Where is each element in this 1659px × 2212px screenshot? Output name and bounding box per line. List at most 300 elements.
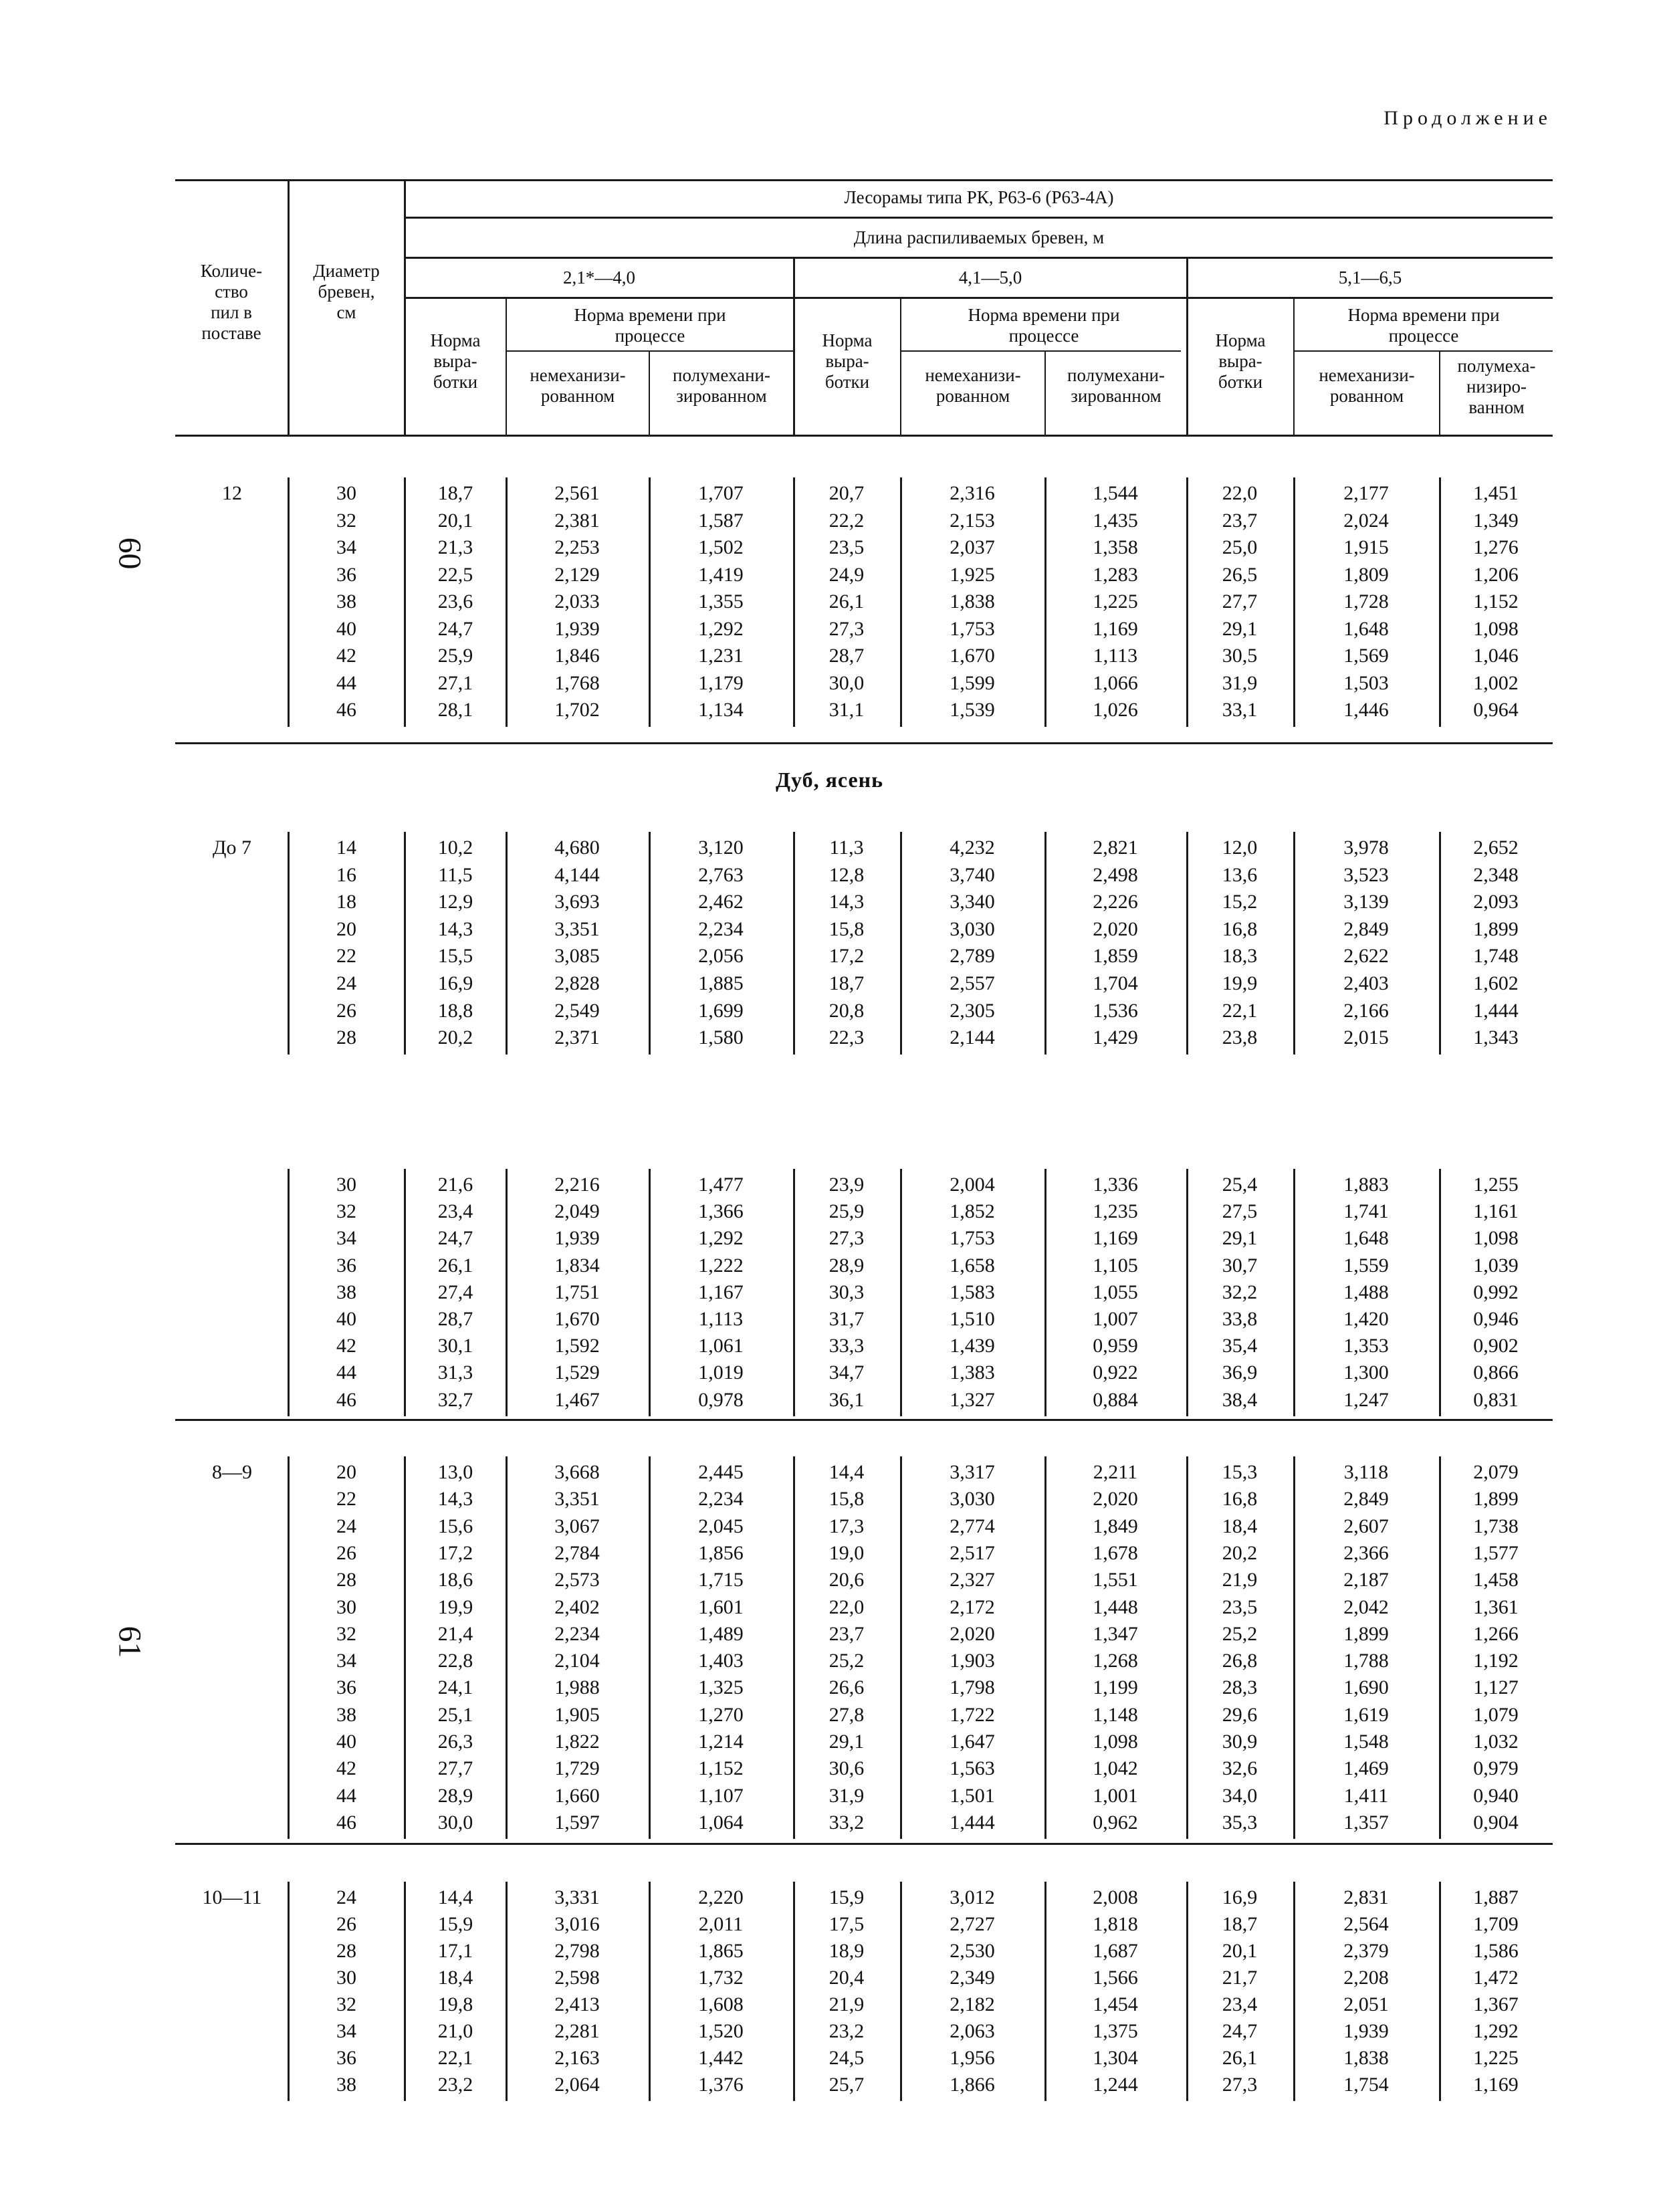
value-cell: 2,371 <box>554 1026 600 1049</box>
value-cell: 2,234 <box>698 917 744 940</box>
value-cell: 2,063 <box>950 2020 995 2042</box>
value-cell: 18,7 <box>828 972 865 994</box>
value-cell: 3,331 <box>554 1886 600 1908</box>
value-cell: 2,182 <box>950 1993 995 2015</box>
value-cell: 1,007 <box>1093 1308 1138 1330</box>
value-cell: 1,866 <box>950 2074 995 2096</box>
value-cell: 2,573 <box>554 1569 600 1591</box>
group-separator <box>175 742 1553 744</box>
value-cell: 2,774 <box>950 1515 995 1537</box>
value-cell: 25,9 <box>437 645 473 667</box>
diameter-cell: 32 <box>336 1200 356 1223</box>
value-cell: 20,4 <box>828 1967 865 1989</box>
diameter-cell: 42 <box>336 1335 356 1357</box>
value-cell: 27,5 <box>1222 1200 1258 1223</box>
diameter-cell: 28 <box>336 1940 356 1962</box>
value-cell: 18,3 <box>1222 945 1258 968</box>
value-cell: 1,715 <box>698 1569 744 1591</box>
value-cell: 3,978 <box>1343 837 1389 859</box>
table-row <box>0 1674 1659 1701</box>
diameter-cell: 32 <box>336 1622 356 1645</box>
value-cell: 1,865 <box>698 1940 744 1962</box>
header-nonmech-1: немеханизи- рованном <box>530 365 626 406</box>
value-cell: 1,732 <box>698 1967 744 1989</box>
value-cell: 32,2 <box>1222 1281 1258 1303</box>
diameter-cell: 38 <box>336 1281 356 1303</box>
value-cell: 30,5 <box>1222 645 1258 667</box>
value-cell: 19,9 <box>1222 972 1258 994</box>
value-cell: 1,001 <box>1093 1784 1138 1807</box>
value-cell: 1,439 <box>950 1335 995 1357</box>
diameter-cell: 30 <box>336 1595 356 1618</box>
diameter-cell: 44 <box>336 1361 356 1384</box>
value-cell: 2,607 <box>1343 1515 1389 1537</box>
value-cell: 36,1 <box>828 1388 865 1411</box>
value-cell: 1,566 <box>1093 1967 1138 1989</box>
value-cell: 1,563 <box>950 1757 995 1780</box>
table-row <box>0 1459 1659 1486</box>
value-cell: 1,152 <box>1473 590 1519 613</box>
diameter-cell: 42 <box>336 645 356 667</box>
page-number-61: 61 <box>112 1626 148 1658</box>
table-row <box>0 998 1659 1024</box>
table-row <box>0 1567 1659 1593</box>
value-cell: 2,020 <box>1093 1488 1138 1511</box>
diameter-cell: 22 <box>336 1488 356 1511</box>
value-cell: 1,905 <box>554 1703 600 1726</box>
value-cell: 1,358 <box>1093 536 1138 558</box>
value-cell: 15,8 <box>828 917 865 940</box>
table-row <box>0 916 1659 943</box>
value-cell: 26,1 <box>828 590 865 613</box>
value-cell: 14,3 <box>828 891 865 913</box>
value-cell: 1,939 <box>1343 2020 1389 2042</box>
value-cell: 0,884 <box>1093 1388 1138 1411</box>
value-cell: 0,922 <box>1093 1361 1138 1384</box>
value-cell: 34,7 <box>828 1361 865 1384</box>
value-cell: 1,448 <box>1093 1595 1138 1618</box>
value-cell: 36,9 <box>1222 1361 1258 1384</box>
value-cell: 1,539 <box>950 699 995 721</box>
value-cell: 2,187 <box>1343 1569 1389 1591</box>
value-cell: 1,169 <box>1093 617 1138 640</box>
value-cell: 28,1 <box>437 699 473 721</box>
table-row <box>0 1648 1659 1674</box>
table-row <box>0 562 1659 588</box>
value-cell: 1,225 <box>1473 2047 1519 2069</box>
value-cell: 2,622 <box>1343 945 1389 968</box>
value-cell: 1,270 <box>698 1703 744 1726</box>
value-cell: 30,7 <box>1222 1254 1258 1277</box>
value-cell: 2,234 <box>698 1488 744 1511</box>
value-cell: 2,281 <box>554 2020 600 2042</box>
value-cell: 2,037 <box>950 536 995 558</box>
value-cell: 1,446 <box>1343 699 1389 721</box>
diameter-cell: 26 <box>336 1541 356 1564</box>
value-cell: 30,6 <box>828 1757 865 1780</box>
value-cell: 22,5 <box>437 563 473 586</box>
value-cell: 1,357 <box>1343 1811 1389 1834</box>
value-cell: 1,660 <box>554 1784 600 1807</box>
value-cell: 0,992 <box>1473 1281 1519 1303</box>
table-row <box>0 889 1659 915</box>
value-cell: 24,5 <box>828 2047 865 2069</box>
value-cell: 1,658 <box>950 1254 995 1277</box>
value-cell: 2,784 <box>554 1541 600 1564</box>
table-row <box>0 1884 1659 1911</box>
header-range-1: 2,1*—4,0 <box>563 267 635 288</box>
value-cell: 18,4 <box>1222 1515 1258 1537</box>
table-row <box>0 1172 1659 1198</box>
value-cell: 1,670 <box>950 645 995 667</box>
table-row <box>0 1621 1659 1648</box>
value-cell: 1,586 <box>1473 1940 1519 1962</box>
value-cell: 12,8 <box>828 863 865 886</box>
value-cell: 25,2 <box>1222 1622 1258 1645</box>
value-cell: 1,127 <box>1473 1676 1519 1699</box>
value-cell: 1,419 <box>698 563 744 586</box>
value-cell: 33,8 <box>1222 1308 1258 1330</box>
diameter-cell: 20 <box>336 1461 356 1483</box>
value-cell: 18,7 <box>1222 1913 1258 1935</box>
header-semimech-1: полумехани- зированном <box>673 365 770 406</box>
value-cell: 24,7 <box>1222 2020 1258 2042</box>
value-cell: 23,5 <box>1222 1595 1258 1618</box>
header-nonmech-2: немеханизи- рованном <box>925 365 1021 406</box>
value-cell: 2,051 <box>1343 1993 1389 2015</box>
value-cell: 2,226 <box>1093 891 1138 913</box>
value-cell: 2,033 <box>554 590 600 613</box>
diameter-cell: 18 <box>336 891 356 913</box>
value-cell: 20,1 <box>437 509 473 532</box>
value-cell: 1,670 <box>554 1308 600 1330</box>
value-cell: 1,349 <box>1473 509 1519 532</box>
value-cell: 1,292 <box>698 617 744 640</box>
value-cell: 4,232 <box>950 837 995 859</box>
value-cell: 1,846 <box>554 645 600 667</box>
value-cell: 1,266 <box>1473 1622 1519 1645</box>
value-cell: 1,019 <box>698 1361 744 1384</box>
value-cell: 1,429 <box>1093 1026 1138 1049</box>
value-cell: 2,402 <box>554 1595 600 1618</box>
table-row <box>0 670 1659 697</box>
value-cell: 2,327 <box>950 1569 995 1591</box>
value-cell: 26,1 <box>437 1254 473 1277</box>
diameter-cell: 34 <box>336 1227 356 1250</box>
table-row <box>0 480 1659 507</box>
value-cell: 1,347 <box>1093 1622 1138 1645</box>
value-cell: 1,751 <box>554 1281 600 1303</box>
value-cell: 2,561 <box>554 482 600 504</box>
value-cell: 21,0 <box>437 2020 473 2042</box>
value-cell: 17,1 <box>437 1940 473 1962</box>
value-cell: 1,300 <box>1343 1361 1389 1384</box>
value-cell: 1,304 <box>1093 2047 1138 2069</box>
value-cell: 1,039 <box>1473 1254 1519 1277</box>
value-cell: 1,055 <box>1093 1281 1138 1303</box>
value-cell: 2,008 <box>1093 1886 1138 1908</box>
value-cell: 0,940 <box>1473 1784 1519 1807</box>
value-cell: 2,348 <box>1473 863 1519 886</box>
header-diameter: Диаметр бревен, см <box>313 261 380 322</box>
value-cell: 1,883 <box>1343 1174 1389 1196</box>
table-row <box>0 862 1659 889</box>
value-cell: 2,727 <box>950 1913 995 1935</box>
value-cell: 15,5 <box>437 945 473 968</box>
value-cell: 35,4 <box>1222 1335 1258 1357</box>
value-cell: 26,6 <box>828 1676 865 1699</box>
value-cell: 0,904 <box>1473 1811 1519 1834</box>
value-cell: 2,789 <box>950 945 995 968</box>
value-cell: 1,559 <box>1343 1254 1389 1277</box>
value-cell: 21,6 <box>437 1174 473 1196</box>
value-cell: 15,2 <box>1222 891 1258 913</box>
value-cell: 1,678 <box>1093 1541 1138 1564</box>
value-cell: 2,208 <box>1343 1967 1389 1989</box>
diameter-cell: 20 <box>336 917 356 940</box>
section-title: Дуб, ясень <box>775 768 884 792</box>
value-cell: 23,7 <box>828 1622 865 1645</box>
diameter-cell: 42 <box>336 1757 356 1780</box>
value-cell: 1,079 <box>1473 1703 1519 1726</box>
table-row <box>0 1198 1659 1225</box>
value-cell: 1,214 <box>698 1731 744 1753</box>
value-cell: 30,0 <box>437 1811 473 1834</box>
diameter-cell: 46 <box>336 1811 356 1834</box>
value-cell: 24,7 <box>437 617 473 640</box>
value-cell: 23,5 <box>828 536 865 558</box>
diameter-cell: 40 <box>336 1308 356 1330</box>
value-cell: 14,3 <box>437 1488 473 1511</box>
value-cell: 3,317 <box>950 1461 995 1483</box>
value-cell: 2,079 <box>1473 1461 1519 1483</box>
value-cell: 2,316 <box>950 482 995 504</box>
value-cell: 1,105 <box>1093 1254 1138 1277</box>
value-cell: 16,9 <box>437 972 473 994</box>
value-cell: 22,8 <box>437 1650 473 1672</box>
value-cell: 27,3 <box>828 617 865 640</box>
value-cell: 13,0 <box>437 1461 473 1483</box>
value-cell: 14,4 <box>828 1461 865 1483</box>
value-cell: 2,462 <box>698 891 744 913</box>
table-row <box>0 1938 1659 1965</box>
value-cell: 26,8 <box>1222 1650 1258 1672</box>
header-norm-output-2: Норма выра- ботки <box>822 330 873 392</box>
value-cell: 14,4 <box>437 1886 473 1908</box>
value-cell: 32,7 <box>437 1388 473 1411</box>
diameter-cell: 26 <box>336 1913 356 1935</box>
diameter-cell: 30 <box>336 1174 356 1196</box>
value-cell: 1,026 <box>1093 699 1138 721</box>
value-cell: 1,134 <box>698 699 744 721</box>
value-cell: 33,3 <box>828 1335 865 1357</box>
value-cell: 1,569 <box>1343 645 1389 667</box>
value-cell: 23,7 <box>1222 509 1258 532</box>
value-cell: 1,544 <box>1093 482 1138 504</box>
value-cell: 30,0 <box>828 671 865 694</box>
value-cell: 25,9 <box>828 1200 865 1223</box>
table-row <box>0 1911 1659 1938</box>
value-cell: 1,488 <box>1343 1281 1389 1303</box>
value-cell: 1,551 <box>1093 1569 1138 1591</box>
value-cell: 12,0 <box>1222 837 1258 859</box>
value-cell: 23,2 <box>828 2020 865 2042</box>
value-cell: 26,1 <box>1222 2047 1258 2069</box>
value-cell: 28,3 <box>1222 1676 1258 1699</box>
value-cell: 0,831 <box>1473 1388 1519 1411</box>
value-cell: 21,3 <box>437 536 473 558</box>
saws-count: 8—9 <box>212 1461 252 1483</box>
value-cell: 27,3 <box>1222 2074 1258 2096</box>
value-cell: 2,042 <box>1343 1595 1389 1618</box>
table-row <box>0 1783 1659 1809</box>
value-cell: 2,849 <box>1343 1488 1389 1511</box>
value-cell: 1,599 <box>950 671 995 694</box>
value-cell: 29,6 <box>1222 1703 1258 1726</box>
diameter-cell: 32 <box>336 509 356 532</box>
table-row <box>0 1513 1659 1540</box>
diameter-cell: 24 <box>336 1886 356 1908</box>
table-row <box>0 835 1659 861</box>
value-cell: 18,6 <box>437 1569 473 1591</box>
header-norm-time-3: Норма времени при процессе <box>1347 305 1500 346</box>
diameter-cell: 32 <box>336 1993 356 2015</box>
diameter-cell: 30 <box>336 1967 356 1989</box>
diameter-cell: 34 <box>336 1650 356 1672</box>
value-cell: 17,3 <box>828 1515 865 1537</box>
value-cell: 1,849 <box>1093 1515 1138 1537</box>
value-cell: 30,1 <box>437 1335 473 1357</box>
value-cell: 2,530 <box>950 1940 995 1962</box>
value-cell: 0,978 <box>698 1388 744 1411</box>
diameter-cell: 44 <box>336 671 356 694</box>
value-cell: 1,602 <box>1473 972 1519 994</box>
value-cell: 1,098 <box>1473 617 1519 640</box>
value-cell: 2,403 <box>1343 972 1389 994</box>
value-cell: 1,179 <box>698 671 744 694</box>
value-cell: 1,458 <box>1473 1569 1519 1591</box>
value-cell: 1,728 <box>1343 590 1389 613</box>
header-norm-time-1: Норма времени при процессе <box>574 305 726 346</box>
value-cell: 1,501 <box>950 1784 995 1807</box>
diameter-cell: 46 <box>336 1388 356 1411</box>
value-cell: 2,153 <box>950 509 995 532</box>
value-cell: 3,668 <box>554 1461 600 1483</box>
value-cell: 1,647 <box>950 1731 995 1753</box>
table-row <box>0 1809 1659 1836</box>
value-cell: 1,489 <box>698 1622 744 1645</box>
table-row <box>0 2018 1659 2045</box>
value-cell: 1,729 <box>554 1757 600 1780</box>
diameter-cell: 36 <box>336 563 356 586</box>
value-cell: 1,361 <box>1473 1595 1519 1618</box>
value-cell: 24,7 <box>437 1227 473 1250</box>
value-cell: 1,939 <box>554 617 600 640</box>
value-cell: 1,707 <box>698 482 744 504</box>
value-cell: 2,828 <box>554 972 600 994</box>
value-cell: 1,292 <box>698 1227 744 1250</box>
diameter-cell: 36 <box>336 1254 356 1277</box>
diameter-cell: 28 <box>336 1026 356 1049</box>
value-cell: 2,564 <box>1343 1913 1389 1935</box>
value-cell: 25,0 <box>1222 536 1258 558</box>
diameter-cell: 24 <box>336 1515 356 1537</box>
diameter-cell: 40 <box>336 617 356 640</box>
value-cell: 29,1 <box>1222 1227 1258 1250</box>
value-cell: 27,1 <box>437 671 473 694</box>
value-cell: 1,838 <box>1343 2047 1389 2069</box>
value-cell: 1,231 <box>698 645 744 667</box>
value-cell: 1,169 <box>1093 1227 1138 1250</box>
value-cell: 1,451 <box>1473 482 1519 504</box>
value-cell: 1,113 <box>1093 645 1138 667</box>
value-cell: 21,4 <box>437 1622 473 1645</box>
value-cell: 1,503 <box>1343 671 1389 694</box>
value-cell: 23,4 <box>437 1200 473 1223</box>
value-cell: 1,988 <box>554 1676 600 1699</box>
value-cell: 3,523 <box>1343 863 1389 886</box>
table-row <box>0 534 1659 561</box>
value-cell: 19,9 <box>437 1595 473 1618</box>
value-cell: 21,7 <box>1222 1967 1258 1989</box>
value-cell: 2,366 <box>1343 1541 1389 1564</box>
value-cell: 30,3 <box>828 1281 865 1303</box>
value-cell: 31,9 <box>1222 671 1258 694</box>
value-cell: 1,838 <box>950 590 995 613</box>
header-saws: Количе- ство пил в поставе <box>200 261 263 343</box>
value-cell: 1,244 <box>1093 2074 1138 2096</box>
value-cell: 2,064 <box>554 2074 600 2096</box>
diameter-cell: 16 <box>336 863 356 886</box>
value-cell: 2,413 <box>554 1993 600 2015</box>
value-cell: 0,959 <box>1093 1335 1138 1357</box>
value-cell: 1,536 <box>1093 999 1138 1022</box>
value-cell: 2,011 <box>698 1913 744 1935</box>
value-cell: 3,351 <box>554 1488 600 1511</box>
value-cell: 1,292 <box>1473 2020 1519 2042</box>
value-cell: 2,831 <box>1343 1886 1389 1908</box>
table-row <box>0 1729 1659 1755</box>
value-cell: 1,822 <box>554 1731 600 1753</box>
value-cell: 18,7 <box>437 482 473 504</box>
value-cell: 1,403 <box>698 1650 744 1672</box>
value-cell: 1,098 <box>1473 1227 1519 1250</box>
value-cell: 1,885 <box>698 972 744 994</box>
value-cell: 3,030 <box>950 1488 995 1511</box>
diameter-cell: 36 <box>336 1676 356 1699</box>
diameter-cell: 26 <box>336 999 356 1022</box>
table-row <box>0 1594 1659 1621</box>
value-cell: 1,798 <box>950 1676 995 1699</box>
value-cell: 1,903 <box>950 1650 995 1672</box>
value-cell: 1,411 <box>1343 1784 1389 1807</box>
value-cell: 22,0 <box>828 1595 865 1618</box>
value-cell: 1,529 <box>554 1361 600 1384</box>
table-row <box>0 1279 1659 1306</box>
value-cell: 2,093 <box>1473 891 1519 913</box>
value-cell: 1,788 <box>1343 1650 1389 1672</box>
value-cell: 1,754 <box>1343 2074 1389 2096</box>
value-cell: 1,046 <box>1473 645 1519 667</box>
value-cell: 15,3 <box>1222 1461 1258 1483</box>
value-cell: 0,962 <box>1093 1811 1138 1834</box>
value-cell: 23,8 <box>1222 1026 1258 1049</box>
value-cell: 1,255 <box>1473 1174 1519 1196</box>
value-cell: 21,9 <box>1222 1569 1258 1591</box>
value-cell: 23,6 <box>437 590 473 613</box>
value-cell: 15,8 <box>828 1488 865 1511</box>
value-cell: 24,1 <box>437 1676 473 1699</box>
